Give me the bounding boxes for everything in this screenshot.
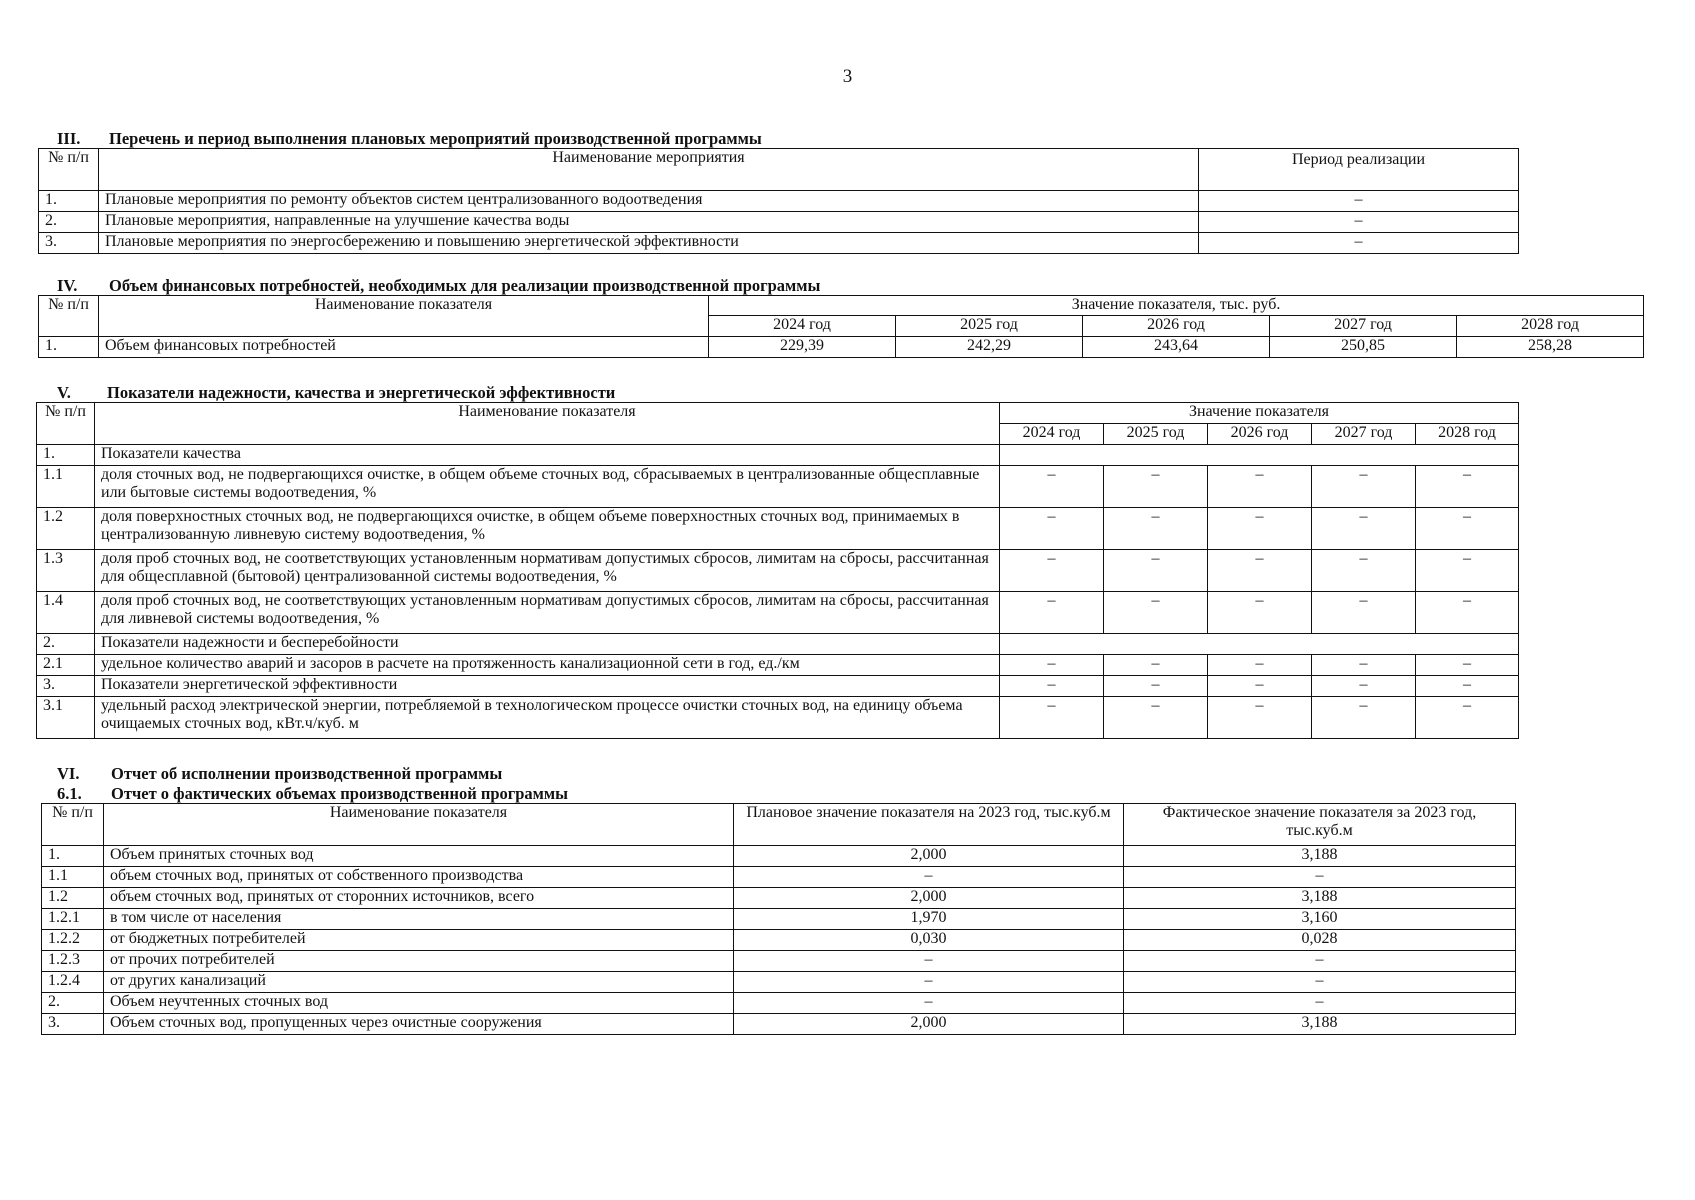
header-year: 2024 год bbox=[709, 316, 896, 337]
row-value: – bbox=[1104, 508, 1208, 550]
row-fact: 3,188 bbox=[1124, 888, 1516, 909]
row-no: 2. bbox=[39, 212, 99, 233]
row-plan: 0,030 bbox=[734, 930, 1124, 951]
section-5-table bbox=[36, 402, 1519, 739]
row-name: объем сточных вод, принятых от сторонних источников, всего bbox=[104, 888, 734, 909]
table-header-row bbox=[39, 149, 1519, 191]
table-header-row bbox=[42, 804, 1516, 846]
row-value: – bbox=[1000, 508, 1104, 550]
row-value: – bbox=[1416, 676, 1519, 697]
table-row bbox=[42, 888, 1516, 909]
row-value: – bbox=[1312, 550, 1416, 592]
table-row bbox=[42, 846, 1516, 867]
row-no: 1. bbox=[37, 445, 95, 466]
row-fact: – bbox=[1124, 951, 1516, 972]
row-value: – bbox=[1000, 697, 1104, 739]
row-value: – bbox=[1104, 550, 1208, 592]
row-no: 1. bbox=[39, 191, 99, 212]
row-value: – bbox=[1000, 592, 1104, 634]
table-row bbox=[39, 191, 1519, 212]
row-no: 1.2.3 bbox=[42, 951, 104, 972]
row-fact: 3,188 bbox=[1124, 1014, 1516, 1035]
header-year: 2027 год bbox=[1312, 424, 1416, 445]
row-value: – bbox=[1416, 592, 1519, 634]
row-value: – bbox=[1312, 676, 1416, 697]
section-4-title-text: Объем финансовых потребностей, необходимых для реализации производственной программы bbox=[109, 276, 821, 295]
row-value: – bbox=[1000, 466, 1104, 508]
row-no: 3. bbox=[42, 1014, 104, 1035]
row-plan: 2,000 bbox=[734, 1014, 1124, 1035]
row-no: 1.3 bbox=[37, 550, 95, 592]
row-value: – bbox=[1208, 592, 1312, 634]
row-value: 258,28 bbox=[1457, 337, 1644, 358]
table-group-row bbox=[37, 634, 1519, 655]
row-value: – bbox=[1104, 466, 1208, 508]
header-year: 2028 год bbox=[1416, 424, 1519, 445]
row-value: – bbox=[1208, 508, 1312, 550]
row-name: удельный расход электрической энергии, потребляемой в технологическом процессе очистки сточных вод, на единицу объема очищаемых сточных вод, кВт.ч/куб. м bbox=[95, 697, 1000, 739]
table-row bbox=[42, 972, 1516, 993]
row-value: – bbox=[1416, 508, 1519, 550]
header-year: 2026 год bbox=[1208, 424, 1312, 445]
row-plan: – bbox=[734, 867, 1124, 888]
table-row bbox=[37, 508, 1519, 550]
row-plan: – bbox=[734, 972, 1124, 993]
row-value: – bbox=[1416, 697, 1519, 739]
section-6-1-title bbox=[57, 784, 568, 804]
row-value: – bbox=[1416, 550, 1519, 592]
row-period: – bbox=[1199, 191, 1519, 212]
table-row bbox=[37, 466, 1519, 508]
table-row bbox=[37, 550, 1519, 592]
row-no: 3.1 bbox=[37, 697, 95, 739]
row-value: – bbox=[1104, 697, 1208, 739]
row-plan: – bbox=[734, 951, 1124, 972]
row-value: – bbox=[1416, 466, 1519, 508]
section-5-title bbox=[57, 383, 615, 403]
header-value: Значение показателя, тыс. руб. bbox=[709, 296, 1644, 316]
row-name: Объем финансовых потребностей bbox=[99, 337, 709, 358]
row-name: от прочих потребителей bbox=[104, 951, 734, 972]
row-name: доля сточных вод, не подвергающихся очистке, в общем объеме сточных вод, сбрасываемых в централизованные общесплавные или бытовые системы водоотведения, % bbox=[95, 466, 1000, 508]
row-no: 3. bbox=[39, 233, 99, 254]
row-name: в том числе от населения bbox=[104, 909, 734, 930]
section-4-table bbox=[38, 295, 1644, 358]
row-value: – bbox=[1000, 655, 1104, 676]
header-name: Наименование показателя bbox=[95, 403, 1000, 445]
header-year: 2025 год bbox=[1104, 424, 1208, 445]
row-name: объем сточных вод, принятых от собственного производства bbox=[104, 867, 734, 888]
section-3-number: III. bbox=[57, 129, 81, 148]
row-fact: – bbox=[1124, 972, 1516, 993]
row-fact: – bbox=[1124, 867, 1516, 888]
row-fact: 0,028 bbox=[1124, 930, 1516, 951]
row-value: 243,64 bbox=[1083, 337, 1270, 358]
table-row bbox=[39, 212, 1519, 233]
row-no: 1.2 bbox=[37, 508, 95, 550]
row-name: Объем принятых сточных вод bbox=[104, 846, 734, 867]
table-row bbox=[42, 867, 1516, 888]
header-period: Период реализации bbox=[1199, 149, 1519, 191]
row-name: Плановые мероприятия, направленные на улучшение качества воды bbox=[99, 212, 1199, 233]
row-no: 1.2 bbox=[42, 888, 104, 909]
row-name: доля поверхностных сточных вод, не подвергающихся очистке, в общем объеме поверхностных сточных вод, принимаемых в централизованную ливневую систему водоотведения, % bbox=[95, 508, 1000, 550]
row-value: 229,39 bbox=[709, 337, 896, 358]
row-value: – bbox=[1000, 550, 1104, 592]
section-5-title-text: Показатели надежности, качества и энергетической эффективности bbox=[107, 383, 616, 402]
row-name: Показатели энергетической эффективности bbox=[95, 676, 1000, 697]
row-value: – bbox=[1416, 655, 1519, 676]
section-6-title bbox=[57, 764, 502, 784]
table-header-row bbox=[37, 403, 1519, 424]
section-3-table bbox=[38, 148, 1519, 254]
row-no: 1. bbox=[39, 337, 99, 358]
row-name: Показатели качества bbox=[95, 445, 1000, 466]
row-value: 250,85 bbox=[1270, 337, 1457, 358]
row-empty bbox=[1000, 445, 1519, 466]
section-6-title-text: Отчет об исполнении производственной программы bbox=[111, 764, 503, 783]
header-plan: Плановое значение показателя на 2023 год, тыс.куб.м bbox=[734, 804, 1124, 846]
table-row bbox=[37, 592, 1519, 634]
row-no: 3. bbox=[37, 676, 95, 697]
header-name: Наименование мероприятия bbox=[99, 149, 1199, 191]
row-no: 1.2.4 bbox=[42, 972, 104, 993]
section-5-number: V. bbox=[57, 383, 71, 402]
table-row bbox=[39, 233, 1519, 254]
header-no: № п/п bbox=[37, 403, 95, 445]
row-fact: 3,160 bbox=[1124, 909, 1516, 930]
header-no: № п/п bbox=[42, 804, 104, 846]
row-name: от бюджетных потребителей bbox=[104, 930, 734, 951]
row-plan: 2,000 bbox=[734, 888, 1124, 909]
row-name: доля проб сточных вод, не соответствующих установленным нормативам допустимых сбросов, лимитам на сбросы, рассчитанная для ливневой системы водоотведения, % bbox=[95, 592, 1000, 634]
row-no: 1.1 bbox=[42, 867, 104, 888]
row-name: Объем сточных вод, пропущенных через очистные сооружения bbox=[104, 1014, 734, 1035]
row-fact: 3,188 bbox=[1124, 846, 1516, 867]
header-name: Наименование показателя bbox=[99, 296, 709, 337]
header-year: 2026 год bbox=[1083, 316, 1270, 337]
row-value: – bbox=[1104, 676, 1208, 697]
row-plan: 2,000 bbox=[734, 846, 1124, 867]
table-row bbox=[42, 993, 1516, 1014]
table-row bbox=[37, 676, 1519, 697]
table-row bbox=[42, 909, 1516, 930]
row-name: доля проб сточных вод, не соответствующих установленным нормативам допустимых сбросов, лимитам на сбросы, рассчитанная для общесплавной (бытовой) централизованной системы водоотведения, % bbox=[95, 550, 1000, 592]
row-no: 1.2.2 bbox=[42, 930, 104, 951]
section-6-table bbox=[41, 803, 1516, 1035]
section-4-title bbox=[57, 276, 820, 296]
section-4-number: IV. bbox=[57, 276, 78, 295]
table-row bbox=[37, 655, 1519, 676]
row-no: 1. bbox=[42, 846, 104, 867]
page-number: 3 bbox=[842, 66, 853, 87]
row-fact: – bbox=[1124, 993, 1516, 1014]
header-no: № п/п bbox=[39, 149, 99, 191]
header-year: 2024 год bbox=[1000, 424, 1104, 445]
row-period: – bbox=[1199, 233, 1519, 254]
row-value: – bbox=[1312, 466, 1416, 508]
row-value: – bbox=[1312, 655, 1416, 676]
row-no: 1.4 bbox=[37, 592, 95, 634]
table-header-row bbox=[39, 296, 1644, 316]
row-empty bbox=[1000, 634, 1519, 655]
header-no: № п/п bbox=[39, 296, 99, 337]
row-no: 1.1 bbox=[37, 466, 95, 508]
section-6-number: VI. bbox=[57, 764, 80, 783]
section-3-title bbox=[57, 129, 762, 149]
row-value: – bbox=[1312, 508, 1416, 550]
header-value: Значение показателя bbox=[1000, 403, 1519, 424]
row-no: 2.1 bbox=[37, 655, 95, 676]
header-year: 2028 год bbox=[1457, 316, 1644, 337]
table-row bbox=[39, 337, 1644, 358]
row-value: – bbox=[1208, 550, 1312, 592]
row-value: – bbox=[1312, 697, 1416, 739]
row-period: – bbox=[1199, 212, 1519, 233]
table-row bbox=[42, 930, 1516, 951]
row-value: – bbox=[1208, 697, 1312, 739]
row-value: – bbox=[1208, 466, 1312, 508]
row-name: от других канализаций bbox=[104, 972, 734, 993]
section-3-title-text: Перечень и период выполнения плановых мероприятий производственной программы bbox=[109, 129, 762, 148]
row-name: Показатели надежности и бесперебойности bbox=[95, 634, 1000, 655]
row-plan: – bbox=[734, 993, 1124, 1014]
row-value: – bbox=[1104, 592, 1208, 634]
row-name: Объем неучтенных сточных вод bbox=[104, 993, 734, 1014]
row-value: – bbox=[1104, 655, 1208, 676]
table-group-row bbox=[37, 445, 1519, 466]
row-value: – bbox=[1208, 655, 1312, 676]
row-value: – bbox=[1208, 676, 1312, 697]
row-plan: 1,970 bbox=[734, 909, 1124, 930]
section-6-1-number: 6.1. bbox=[57, 784, 82, 803]
row-value: – bbox=[1312, 592, 1416, 634]
section-6-1-title-text: Отчет о фактических объемах производственной программы bbox=[111, 784, 569, 803]
table-row bbox=[37, 697, 1519, 739]
row-no: 2. bbox=[37, 634, 95, 655]
header-fact: Фактическое значение показателя за 2023 год, тыс.куб.м bbox=[1124, 804, 1516, 846]
row-name: Плановые мероприятия по ремонту объектов систем централизованного водоотведения bbox=[99, 191, 1199, 212]
table-row bbox=[42, 951, 1516, 972]
header-name: Наименование показателя bbox=[104, 804, 734, 846]
row-name: удельное количество аварий и засоров в расчете на протяженность канализационной сети в год, ед./км bbox=[95, 655, 1000, 676]
header-year: 2025 год bbox=[896, 316, 1083, 337]
row-name: Плановые мероприятия по энергосбережению и повышению энергетической эффективности bbox=[99, 233, 1199, 254]
row-value: – bbox=[1000, 676, 1104, 697]
row-value: 242,29 bbox=[896, 337, 1083, 358]
table-row bbox=[42, 1014, 1516, 1035]
header-year: 2027 год bbox=[1270, 316, 1457, 337]
row-no: 1.2.1 bbox=[42, 909, 104, 930]
row-no: 2. bbox=[42, 993, 104, 1014]
